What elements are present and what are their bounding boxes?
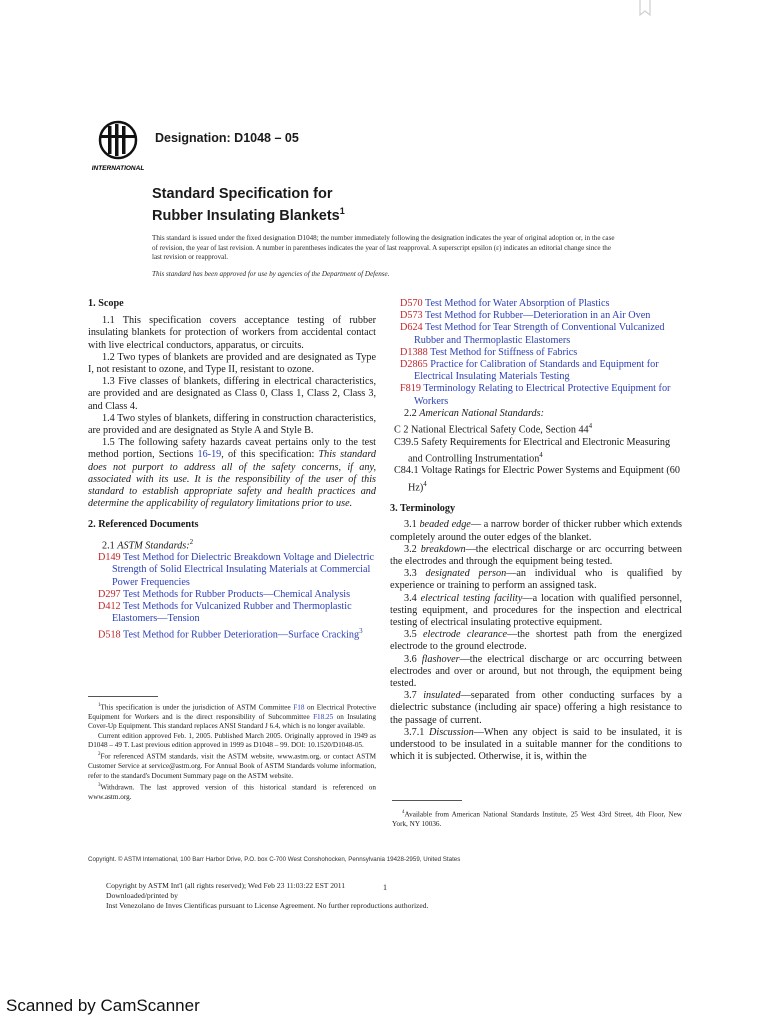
paragraph-1-5: 1.5 The following safety hazards caveat pertains only to the test method portion, Sections 16-19, of this specification: This standard does not purport to address all of the safety concerns, if any, associated with its use. It is the responsibility of the user of this standard to establish appropriate safety and health practices and determine the applicability of regulatory limitations prior to use. xyxy=(88,437,376,510)
designation: Designation: D1048 – 05 xyxy=(155,131,299,145)
astm-logo-icon xyxy=(88,118,148,174)
astm-reference-list-left xyxy=(88,552,376,642)
ansi-standards-list xyxy=(390,420,682,494)
reference-item[interactable]: D149 Test Method for Dielectric Breakdown Voltage and Dielectric Strength of Solid Electrical Insulating Materials at Commercial Power Frequencies xyxy=(98,552,374,588)
footnote-divider xyxy=(392,800,462,801)
section-heading-scope: 1. Scope xyxy=(88,298,124,309)
footnotes-right xyxy=(392,808,682,829)
astm-standards-label: 2.1 ASTM Standards:$^2$ xyxy=(102,537,194,552)
intro-text: This standard is issued under the fixed designation D1048; the number immediately following the designation indicates the year of original adoption or, in the case of revision, the year of last revision. A number in parentheses indicates the year of last reapproval. A superscript epsilon (ε) indicates an editorial change since the last revision or reapproval. xyxy=(152,234,615,262)
paragraph-1-1: 1.1 This specification covers acceptance testing of rubber insulating blankets for protection of workers from accidental contact with live electrical conductors, apparatus, or circuits. xyxy=(88,315,376,351)
download-stamp xyxy=(106,881,429,911)
footnote-1: $^1$This specification is under the jurisdiction of ASTM Committee F18 on Electrical Protective Equipment for Workers and is the direct responsibility of Subcommittee F18.25 on Insulating Cover-Up Equipment. This standard replaces ANSI Standard J 6.4, which is no longer available. xyxy=(88,703,377,731)
subcommittee-link[interactable]: F18.25 xyxy=(313,712,334,721)
title-line-1: Standard Specification for xyxy=(152,186,333,202)
term-item: 3.7 insulated—separated from other conducting surfaces by a dielectric substance (including air space) offering a high resistance to the passage of current. xyxy=(390,690,682,726)
camscanner-watermark: Scanned by CamScanner xyxy=(6,996,200,1015)
footnote-3: $^3$Withdrawn. The last approved version of this historical standard is referenced on www.astm.org. xyxy=(88,783,376,801)
page-number: 1 xyxy=(383,883,387,892)
reference-item[interactable]: D1388 Test Method for Stiffness of Fabrics xyxy=(400,346,578,358)
section-heading-terminology: 3. Terminology xyxy=(390,503,456,515)
astm-reference-list-right xyxy=(390,298,682,408)
intro-note xyxy=(152,234,622,279)
download-line-3: Inst Venezolano de Inves Cientificas pursuant to License Agreement. No further reproductions authorized. xyxy=(106,901,429,910)
paragraph-1-3: 1.3 Five classes of blankets, differing in electrical characteristics, are provided and are designated as Class 0, Class 1, Class 2, Class 3, and Class 4. xyxy=(88,376,376,412)
reference-item[interactable]: D2865 Practice for Calibration of Standards and Equipment for Electrical Insulating Materials Testing xyxy=(400,359,659,383)
ansi-item: C84.1 Voltage Ratings for Electric Power Systems and Equipment (60 Hz)$^4$ xyxy=(394,465,680,494)
term-item: 3.3 designated person—an individual who is qualified by experience or training to perform an assigned task. xyxy=(390,568,683,592)
right-column xyxy=(390,298,682,763)
reference-item[interactable]: D624 Test Method for Tear Strength of Conventional Vulcanized Rubber and Thermoplastic Elastomers xyxy=(400,322,665,346)
dod-approval-note: This standard has been approved for use by agencies of the Department of Defense. xyxy=(152,269,390,278)
section-heading-referenced-documents: 2. Referenced Documents xyxy=(88,519,199,531)
footnotes-left xyxy=(88,701,376,802)
reference-item[interactable]: F819 Terminology Relating to Electrical Protective Equipment for Workers xyxy=(400,383,671,407)
sections-link[interactable]: 16-19 xyxy=(197,449,222,461)
term-item: 3.7.1 Discussion—When any object is said to be insulated, it is understood to be insulated in a suitable manner for the conditions to which it is subjected. Otherwise, it is, within the xyxy=(390,726,682,763)
reference-item[interactable]: D573 Test Method for Rubber—Deterioration in an Air Oven xyxy=(400,310,651,322)
svg-text:INTERNATIONAL: INTERNATIONAL xyxy=(91,165,145,172)
astm-logo xyxy=(88,118,148,174)
term-item: 3.1 beaded edge— a narrow border of thicker rubber which extends completely around the outer edges of the blanket. xyxy=(390,519,682,543)
ansi-item: C 2 National Electrical Safety Code, Section $44^4$ xyxy=(394,422,593,436)
page-title xyxy=(152,186,345,225)
copyright-line: Copyright. © ASTM International, 100 Barr Harbor Drive, P.O. box C-700 West Conshohocken, Pennsylvania 19428-2959, United States xyxy=(88,856,461,863)
download-line-2: Downloaded/printed by xyxy=(106,891,178,900)
reference-item[interactable]: D412 Test Methods for Vulcanized Rubber and Thermoplastic Elastomers—Tension xyxy=(98,601,352,625)
committee-link[interactable]: F18 xyxy=(293,703,305,712)
term-item: 3.5 electrode clearance—the shortest path from the energized electrode to the ground electrode. xyxy=(390,629,682,653)
title-line-2: Rubber Insulating Blankets$^1$ xyxy=(152,206,345,224)
term-item: 3.6 flashover—the electrical discharge or arc occurring between electrodes and over or around, but not through, the equipment being tested. xyxy=(390,653,683,690)
ansi-standards-label: 2.2 American National Standards: xyxy=(404,407,544,419)
footnote-divider xyxy=(88,696,158,697)
footnote-4: $^4$Available from American National Standards Institute, 25 West 43rd Street, 4th Floor, New York, NY 10036. xyxy=(392,810,682,828)
ansi-item: C39.5 Safety Requirements for Electrical and Electronic Measuring and Controlling Instrumentation$^4$ xyxy=(394,436,671,465)
footnote-2: $^2$For referenced ASTM standards, visit the ASTM website, www.astm.org, or contact ASTM Customer Service at service@astm.org. For Annual Book of ASTM Standards volume information, refer to the standard's Document Summary page on the ASTM website. xyxy=(88,752,376,780)
reference-item[interactable]: D518 Test Method for Rubber Deterioration—Surface Cracking$^3$ xyxy=(98,627,363,641)
reference-item[interactable]: D570 Test Method for Water Absorption of Plastics xyxy=(400,298,610,309)
term-item: 3.4 electrical testing facility—a location with qualified personnel, testing equipment, and procedures for the inspection and electrical testing of electrical insulating protective equipment. xyxy=(390,592,682,629)
paragraph-1-4: 1.4 Two styles of blankets, differing in construction characteristics, are provided and are designated as Style A and Style B. xyxy=(88,412,376,437)
footnote-1-edition: Current edition approved Feb. 1, 2005. Published March 2005. Originally approved in 1949 as D1048 – 49 T. Last previous edition approved in 1999 as D1048 – 99. DOI: 10.1520/D1048-05. xyxy=(88,731,376,750)
paragraph-1-2: 1.2 Two types of blankets are provided and are designated as Type I, not resistant to ozone, and Type II, resistant to ozone. xyxy=(88,351,376,376)
download-line-1: Copyright by ASTM Int'l (all rights reserved); Wed Feb 23 11:03:22 EST 2011 xyxy=(106,881,346,890)
term-item: 3.2 breakdown—the electrical discharge or arc occurring between the electrodes and through the equipment being tested. xyxy=(390,543,683,568)
bookmark-icon[interactable] xyxy=(637,0,653,16)
reference-item[interactable]: D297 Test Methods for Rubber Products—Chemical Analysis xyxy=(98,588,351,600)
left-column xyxy=(88,298,376,642)
